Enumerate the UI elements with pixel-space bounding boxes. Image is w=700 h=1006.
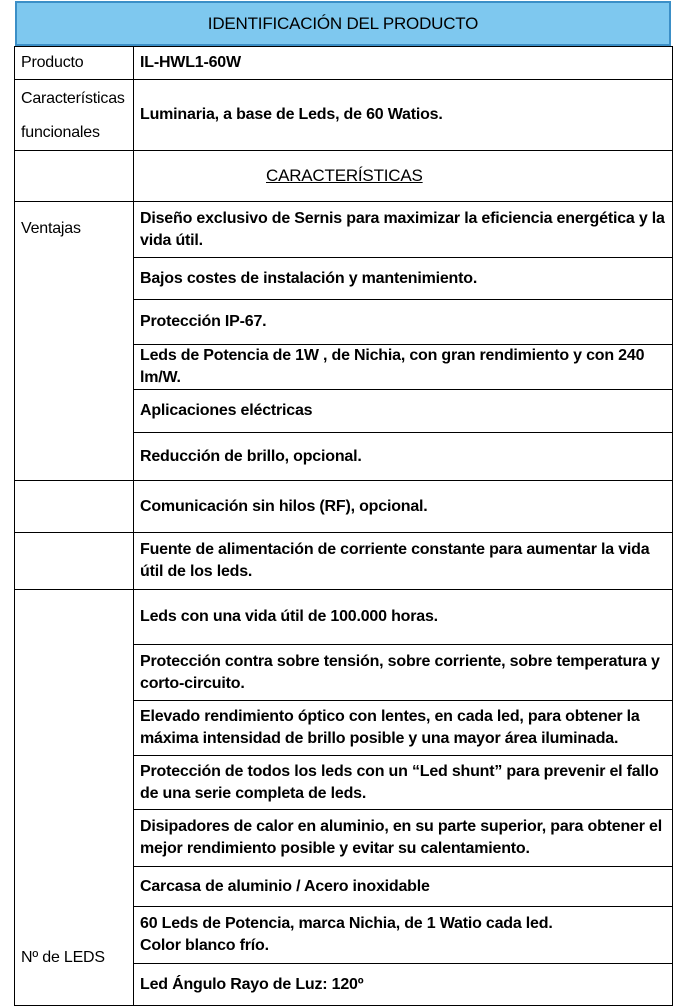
caracteristicas-title: CARACTERÍSTICAS (266, 166, 423, 185)
ventajas-item: Aplicaciones eléctricas (134, 390, 673, 433)
producto-label: Producto (15, 47, 134, 80)
caracteristicas-funcionales-label (15, 80, 134, 151)
leds-item-power (134, 907, 673, 964)
caracteristicas-title-cell (134, 151, 673, 202)
table-row (15, 481, 673, 533)
spec-table (14, 46, 673, 1006)
leds-item: Carcasa de aluminio / Acero inoxidable (134, 867, 673, 907)
header-title: IDENTIFICACIÓN DEL PRODUCTO (207, 13, 479, 33)
producto-value: IL-HWL1-60W (134, 47, 673, 80)
ventajas-item: Leds de Potencia de 1W , de Nichia, con gran rendimiento y con 240 lm/W. (134, 345, 673, 390)
table-row (15, 533, 673, 590)
empty-cell (15, 481, 134, 533)
table-row (15, 47, 673, 80)
ventajas-item: Protección IP-67. (134, 300, 673, 345)
leds-item: Protección contra sobre tensión, sobre corriente, sobre temperatura y corto-circuito. (134, 645, 673, 701)
leds-label: Nº de LEDS (15, 590, 134, 1006)
empty-cell (15, 151, 134, 202)
ventajas-item: Diseño exclusivo de Sernis para maximizar la eficiencia energética y la vida útil. (134, 202, 673, 258)
section-header (15, 1, 671, 46)
leds-color-line: Color blanco frío. (140, 937, 269, 954)
leds-item: Leds con una vida útil de 100.000 horas. (134, 590, 673, 645)
leds-power-line: 60 Leds de Potencia, marca Nichia, de 1 Watio cada led. (140, 915, 553, 932)
table-row (15, 80, 673, 151)
leds-item: Led Ángulo Rayo de Luz: 120º (134, 964, 673, 1006)
leds-item: Protección de todos los leds con un “Led shunt” para prevenir el fallo de una serie completa de leds. (134, 756, 673, 810)
product-spec-sheet (14, 0, 672, 998)
ventajas-label: Ventajas (15, 202, 134, 481)
ventajas-item: Bajos costes de instalación y mantenimiento. (134, 258, 673, 300)
ventajas-item: Reducción de brillo, opcional. (134, 433, 673, 481)
table-row (15, 590, 673, 645)
extra-item: Comunicación sin hilos (RF), opcional. (134, 481, 673, 533)
leds-item: Elevado rendimiento óptico con lentes, en cada led, para obtener la máxima intensidad de brillo posible y una mayor área iluminada. (134, 701, 673, 756)
empty-cell (15, 533, 134, 590)
caracteristicas-funcionales-value: Luminaria, a base de Leds, de 60 Watios. (134, 80, 673, 151)
extra-item: Fuente de alimentación de corriente constante para aumentar la vida útil de los leds. (134, 533, 673, 590)
label-line-1: Características (21, 90, 125, 107)
label-line-2: funcionales (21, 124, 100, 141)
table-row (15, 202, 673, 258)
leds-item: Disipadores de calor en aluminio, en su parte superior, para obtener el mejor rendimiento posible y evitar su calentamiento. (134, 810, 673, 867)
table-row (15, 151, 673, 202)
